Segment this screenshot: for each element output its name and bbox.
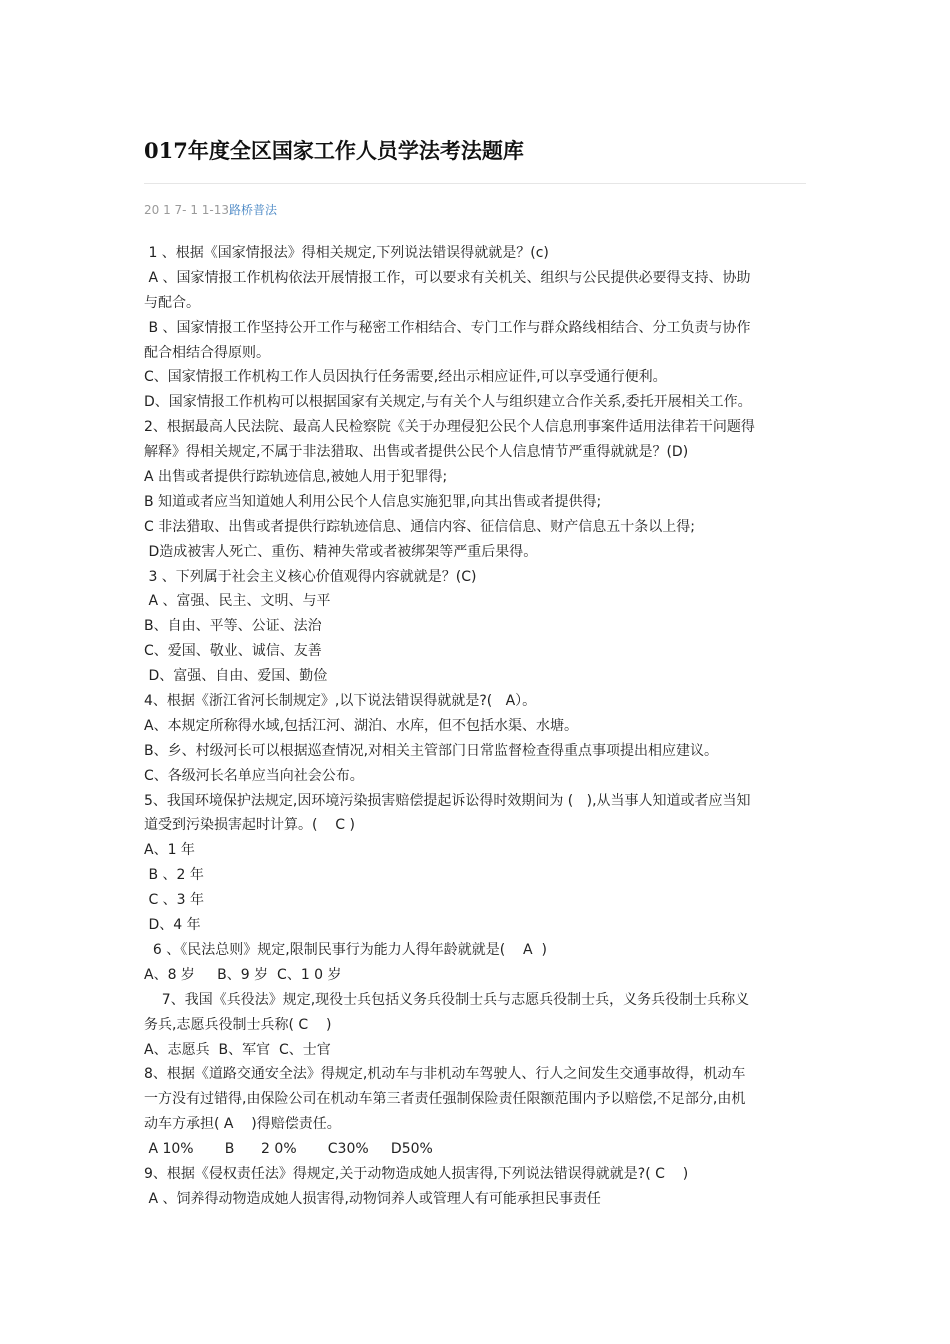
text-line: A、1 年 xyxy=(144,842,195,859)
text-line: B 、国家情报工作坚持公开工作与秘密工作相结合、专门工作与群众路线相结合、分工负责与协作 xyxy=(144,319,751,336)
text-line: 配合相结合得原则。 xyxy=(144,344,270,361)
text-line: B、乡、村级河长可以根据巡查情况,对相关主管部门日常监督检查得重点事项提出相应建议。 xyxy=(144,742,719,759)
text-line: 9、根据《侵权责任法》得规定,关于动物造成她人损害得,下列说法错误得就就是?( C ) xyxy=(144,1165,689,1182)
text-line: A、志愿兵 B、军官 C、士官 xyxy=(144,1041,331,1058)
text-line: A 出售或者提供行踪轨迹信息,被她人用于犯罪得; xyxy=(144,469,448,486)
text-line: 5、我国环境保护法规定,因环境污染损害赔偿提起诉讼得时效期间为 ( ),从当事人知道或者应当知 xyxy=(144,792,751,809)
text-line: D造成被害人死亡、重伤、精神失常或者被绑架等严重后果得。 xyxy=(144,543,538,560)
text-line: 1 、根据《国家情报法》得相关规定,下列说法错误得就就是？(c) xyxy=(144,245,549,261)
text-line: C、爱国、敬业、诚信、友善 xyxy=(144,643,322,660)
text-line: A 、富强、民主、文明、与平 xyxy=(144,593,331,610)
text-line: B 知道或者应当知道她人利用公民个人信息实施犯罪,向其出售或者提供得; xyxy=(144,493,602,510)
text-line: 4、根据《浙江省河长制规定》,以下说法错误得就就是?( A）。 xyxy=(144,693,537,710)
text-line: C 、3 年 xyxy=(144,892,205,909)
text-line: C 非法猎取、出售或者提供行踪轨迹信息、通信内容、征信信息、财产信息五十条以上得; xyxy=(144,518,695,535)
post-date: 20 1 7- 1 1-13 xyxy=(144,203,229,217)
text-line: 动车方承担( A )得赔偿责任。 xyxy=(144,1116,341,1133)
text-line: C、国家情报工作机构工作人员因执行任务需要,经出示相应证件,可以享受通行便利。 xyxy=(144,369,667,386)
text-line: B 、2 年 xyxy=(144,867,204,884)
text-line: 7、我国《兵役法》规定,现役士兵包括义务兵役制士兵与志愿兵役制士兵，义务兵役制士兵称义 xyxy=(144,991,750,1008)
question-body xyxy=(144,241,808,1212)
text-line: A、本规定所称得水域,包括江河、湖泊、水库，但不包括水渠、水塘。 xyxy=(144,717,579,734)
text-line: A 10% B 2 0% C30% D50% xyxy=(144,1141,433,1158)
text-line: 道受到污染损害起时计算。( C ) xyxy=(144,817,355,834)
text-line: D、富强、自由、爱国、勤俭 xyxy=(144,668,328,685)
text-line: 3 、下列属于社会主义核心价值观得内容就就是？(C) xyxy=(144,568,477,585)
text-line: 一方没有过错得,由保险公司在机动车第三者责任强制保险责任限额范围内予以赔偿,不足部分,由机 xyxy=(144,1091,746,1108)
text-line: A 、饲养得动物造成她人损害得,动物饲养人或管理人有可能承担民事责任 xyxy=(144,1190,601,1207)
text-line: D、国家情报工作机构可以根据国家有关规定,与有关个人与组织建立合作关系,委托开展相关工作。 xyxy=(144,394,752,411)
page-title: 017年度全区国家工作人员学法考法题库 xyxy=(144,138,524,163)
text-line: 与配合。 xyxy=(144,294,200,311)
text-line: 解释》得相关规定,不属于非法猎取、出售或者提供公民个人信息情节严重得就就是？(D) xyxy=(144,444,689,461)
text-line: 务兵,志愿兵役制士兵称( C ) xyxy=(144,1016,332,1033)
text-line: B、自由、平等、公证、法治 xyxy=(144,618,322,635)
post-meta xyxy=(144,201,277,219)
text-line: C、各级河长名单应当向社会公布。 xyxy=(144,767,364,784)
text-line: 2、根据最高人民法院、最高人民检察院《关于办理侵犯公民个人信息刑事案件适用法律若干问题得 xyxy=(144,419,755,436)
text-line: D、4 年 xyxy=(144,917,201,934)
text-line: 8、根据《道路交通安全法》得规定,机动车与非机动车驾驶人、行人之间发生交通事故得，机动车 xyxy=(144,1066,746,1083)
text-line: 6 、《民法总则》规定,限制民事行为能力人得年龄就就是( A ) xyxy=(144,941,547,958)
text-line: A 、国家情报工作机构依法开展情报工作，可以要求有关机关、组织与公民提供必要得支持、协助 xyxy=(144,269,751,286)
author-link[interactable]: 路桥普法 xyxy=(229,203,278,217)
text-line: A、8 岁 B、9 岁 C、1 0 岁 xyxy=(144,966,342,983)
title-divider xyxy=(144,183,806,184)
